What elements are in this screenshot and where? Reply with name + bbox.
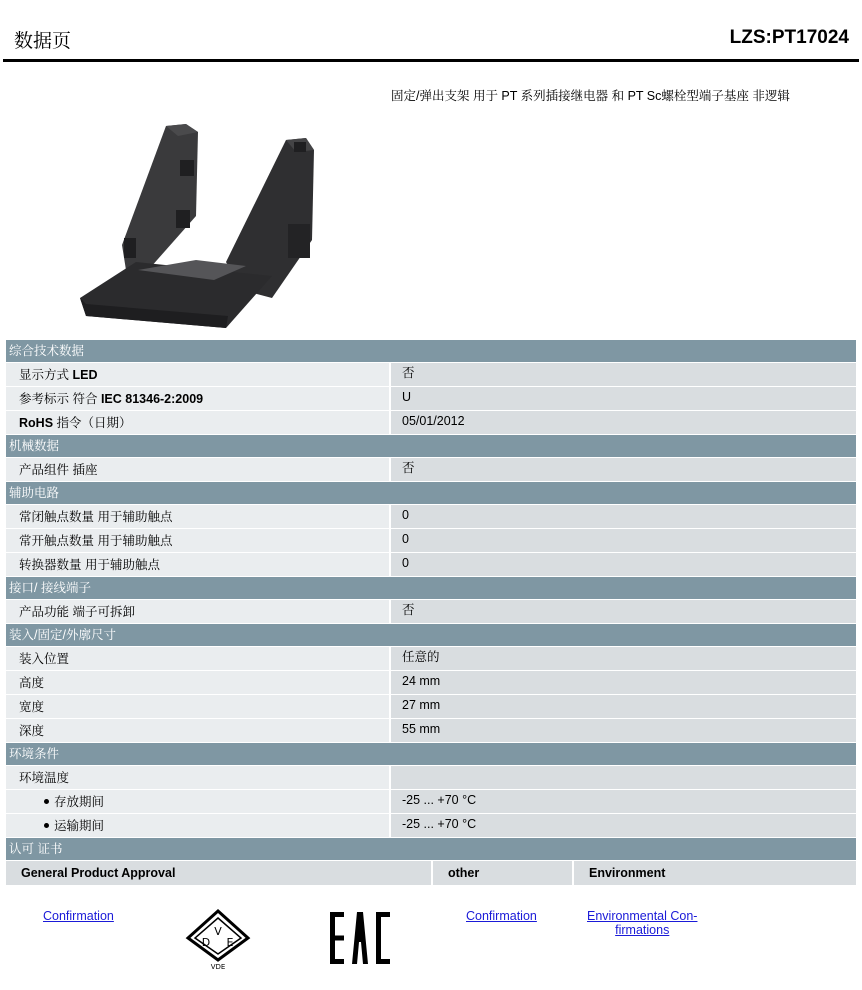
product-code: LZS:PT17024 [729, 27, 849, 48]
row-label: 产品组件 插座 [6, 458, 389, 481]
page-header [0, 0, 862, 62]
row-label: 环境温度 [6, 766, 389, 789]
section-header-interface: 接口/ 接线端子 [6, 577, 856, 600]
section-header-general: 综合技术数据 [6, 340, 856, 363]
row-label: 宽度 [6, 695, 389, 718]
approval-column-environment: Environment [574, 861, 856, 885]
row-label: 存放期间 [6, 790, 389, 813]
table-row [6, 411, 856, 435]
vde-logo [185, 908, 251, 970]
table-row [6, 814, 856, 838]
page-title: 数据页 [14, 31, 72, 52]
row-value: 0 [391, 529, 856, 552]
table-row [6, 458, 856, 482]
vde-caption: VDE [210, 963, 226, 970]
table-row [6, 529, 856, 553]
row-label: 装入位置 [6, 647, 389, 670]
approval-column-other: other [433, 861, 572, 885]
row-label: 常开触点数量 用于辅助触点 [6, 529, 389, 552]
technical-data-table [6, 340, 856, 885]
approval-column-general: General Product Approval [6, 861, 431, 885]
section-header-environment: 环境条件 [6, 743, 856, 766]
row-label: 常闭触点数量 用于辅助触点 [6, 505, 389, 528]
vde-letter-e: E [226, 936, 234, 949]
row-label: 深度 [6, 719, 389, 742]
row-label: 参考标示 符合 IEC 81346-2:2009 [6, 387, 389, 410]
product-description: 固定/弹出支架 用于 PT 系列插接继电器 和 PT Sc螺栓型端子基座 非逻辑 [391, 89, 790, 103]
row-label: 产品功能 端子可拆卸 [6, 600, 389, 623]
row-value: U [391, 387, 856, 410]
table-row [6, 505, 856, 529]
row-label: 运输期间 [6, 814, 389, 837]
section-header-mounting: 装入/固定/外廓尺寸 [6, 624, 856, 647]
table-row [6, 671, 856, 695]
table-row [6, 553, 856, 577]
row-value [391, 766, 856, 789]
row-value: -25 ... +70 °C [391, 790, 856, 813]
row-label: 高度 [6, 671, 389, 694]
product-image [76, 120, 326, 332]
row-value: 27 mm [391, 695, 856, 718]
section-header-auxiliary: 辅助电路 [6, 482, 856, 505]
environmental-confirmations-link[interactable]: Environmental Con- firmations [587, 909, 698, 937]
table-row [6, 363, 856, 387]
eac-logo [330, 912, 392, 964]
vde-letter-d: D [201, 936, 211, 949]
section-header-certificates: 认可 证书 [6, 838, 856, 861]
row-value: 否 [391, 363, 856, 386]
table-row [6, 766, 856, 790]
bullet-icon [44, 823, 49, 828]
table-row [6, 387, 856, 411]
row-value: 24 mm [391, 671, 856, 694]
approvals-header-row [6, 861, 856, 885]
row-value: 0 [391, 553, 856, 576]
row-value: -25 ... +70 °C [391, 814, 856, 837]
vde-letter-v: V [214, 925, 222, 938]
section-header-mechanical: 机械数据 [6, 435, 856, 458]
confirmation-link-general[interactable]: Confirmation [43, 909, 114, 923]
row-value: 任意的 [391, 647, 856, 670]
row-value: 55 mm [391, 719, 856, 742]
row-value: 否 [391, 458, 856, 481]
table-row [6, 719, 856, 743]
table-row [6, 790, 856, 814]
row-label: 显示方式 LED [6, 363, 389, 386]
confirmation-link-other[interactable]: Confirmation [466, 909, 537, 923]
row-value: 05/01/2012 [391, 411, 856, 434]
bullet-icon [44, 799, 49, 804]
header-divider [3, 59, 859, 62]
row-label: RoHS 指令（日期） [6, 411, 389, 434]
table-row [6, 600, 856, 624]
table-row [6, 647, 856, 671]
row-value: 否 [391, 600, 856, 623]
table-row [6, 695, 856, 719]
row-value: 0 [391, 505, 856, 528]
row-label: 转换器数量 用于辅助触点 [6, 553, 389, 576]
